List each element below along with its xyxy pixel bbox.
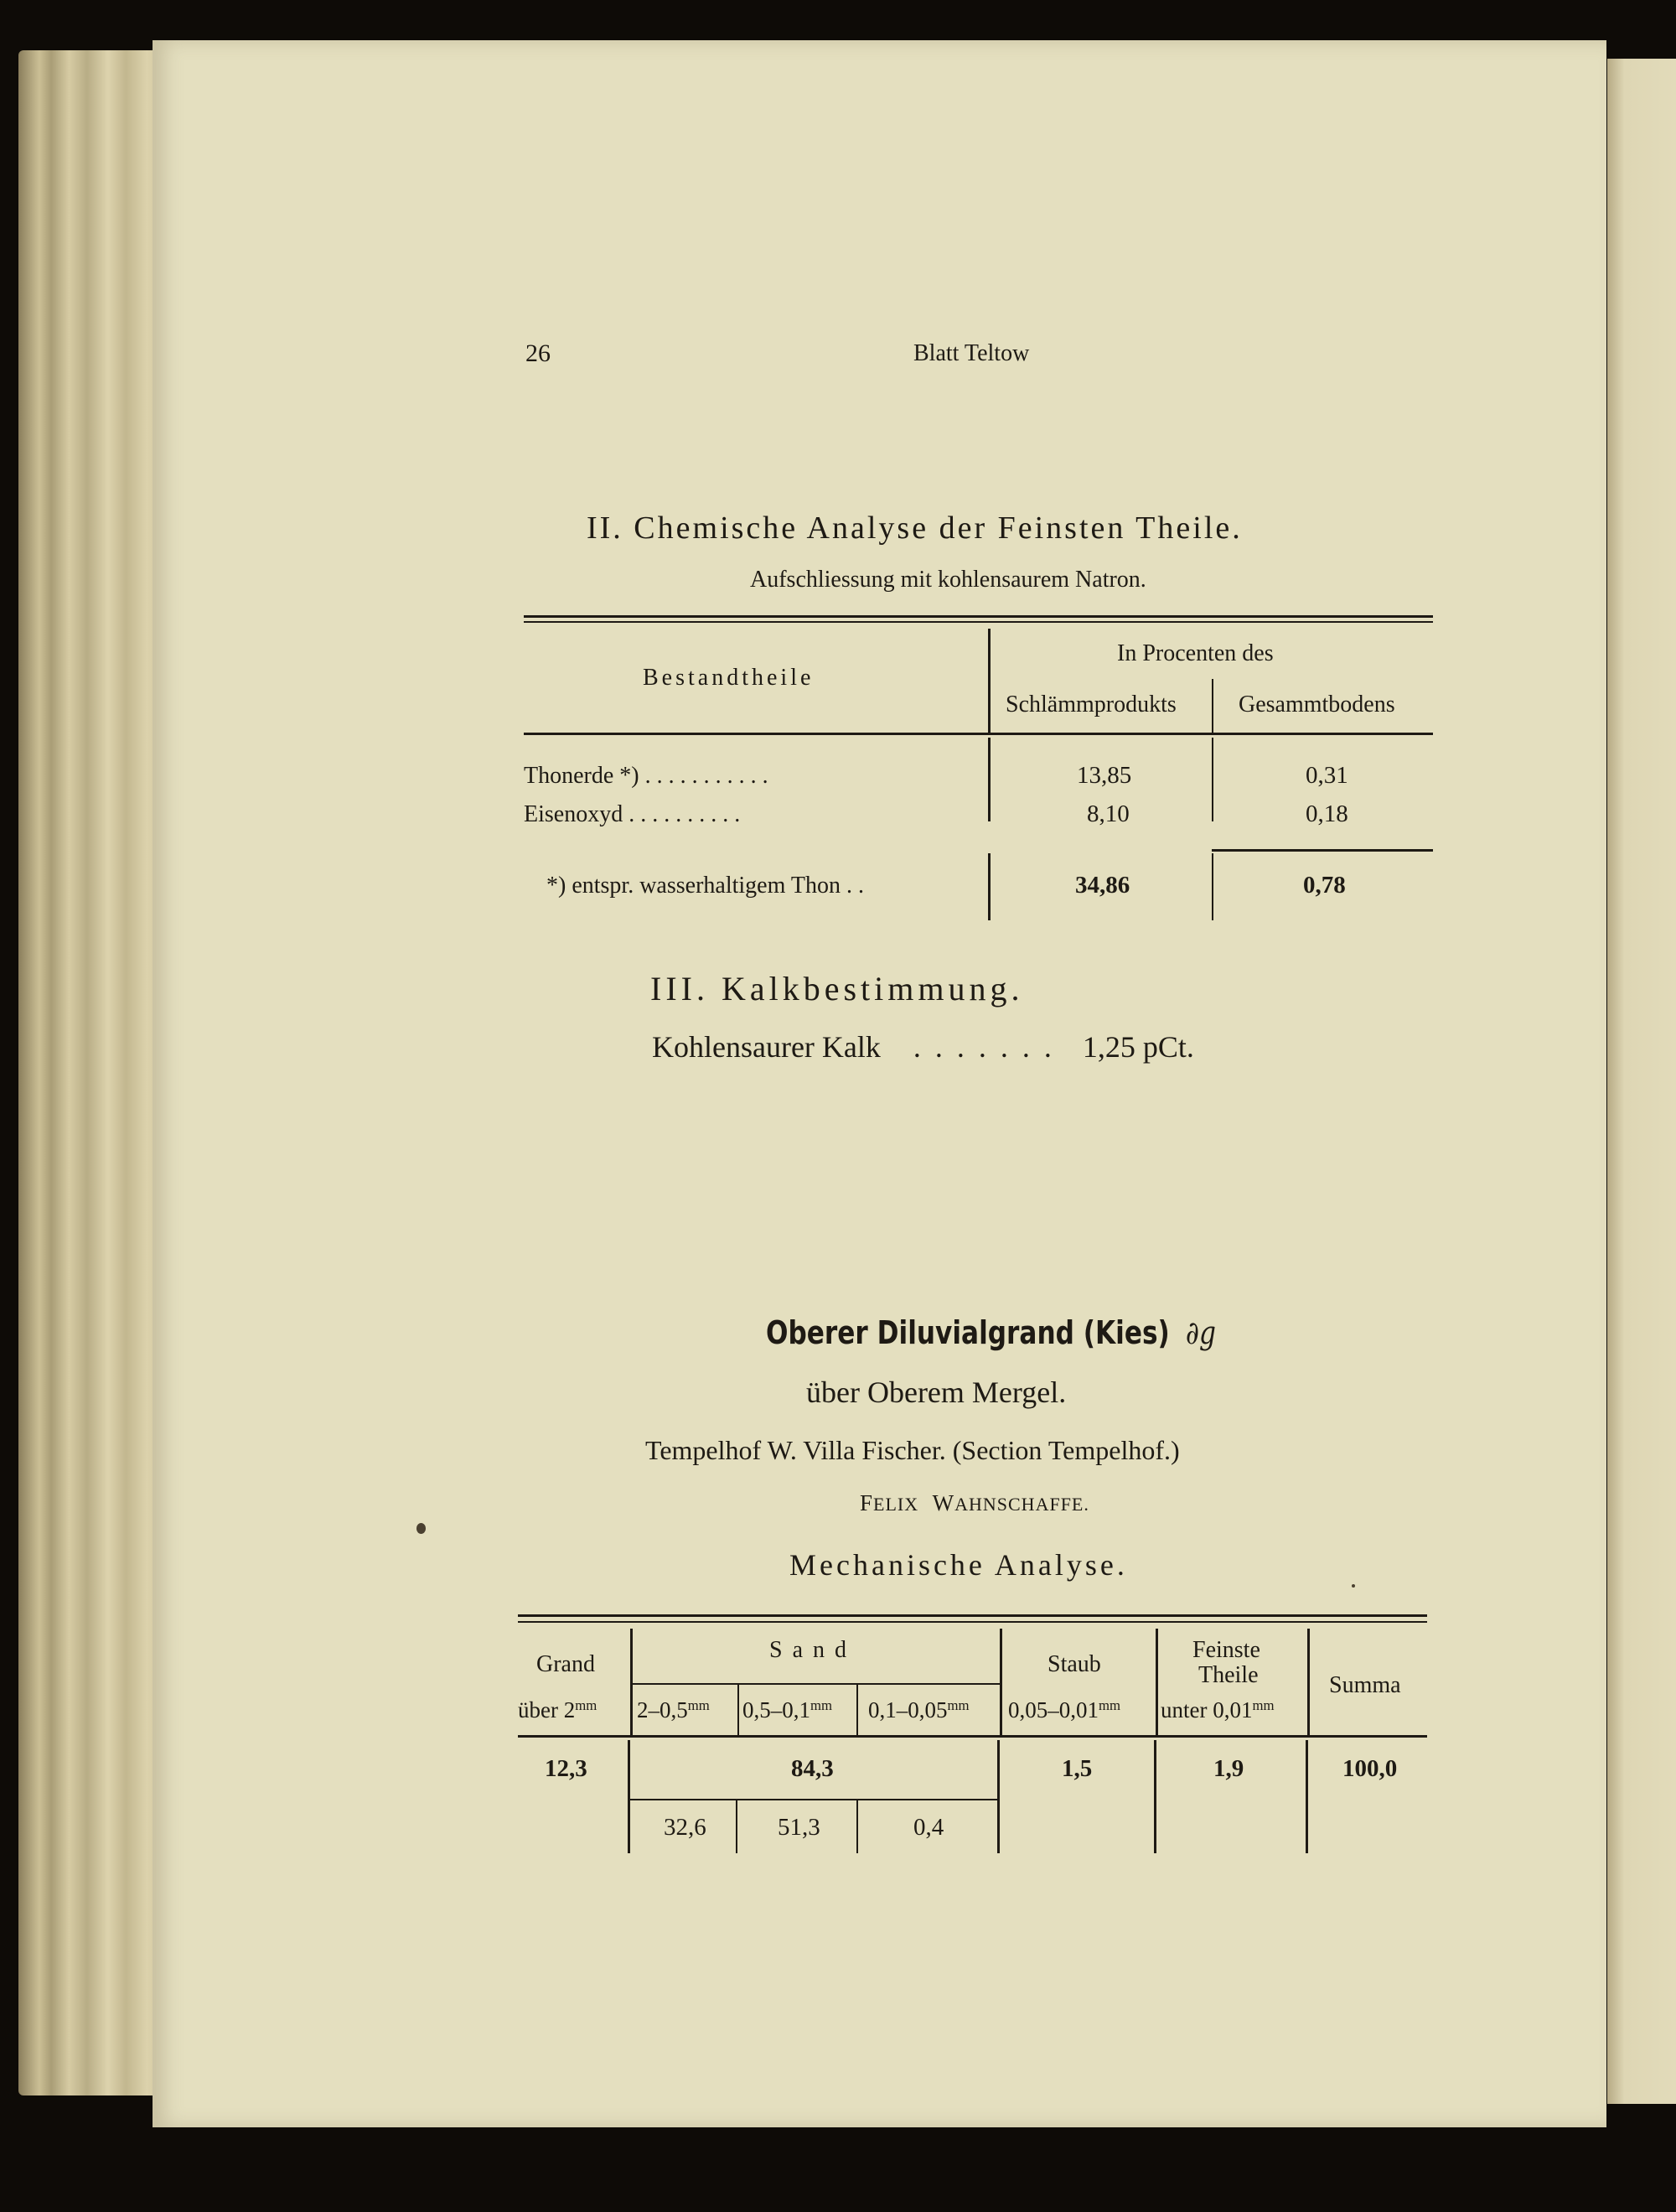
kalk-dots: . . . . . . .	[913, 1030, 1055, 1064]
col-header-gesammtbodens: Gesammtbodens	[1239, 692, 1395, 717]
table-cell: 13,85	[1077, 762, 1132, 789]
author-initial: F	[860, 1490, 874, 1515]
table-cell-sand-part: 0,4	[913, 1814, 944, 1841]
section-heading	[766, 1314, 1216, 1351]
mech-heading: Mechanische Analyse.	[789, 1548, 1128, 1582]
running-title: Blatt Teltow	[913, 340, 1030, 366]
table-cell-staub: 1,5	[1062, 1755, 1093, 1782]
col-header-grand: Grand	[536, 1651, 595, 1677]
col-header-theile: Theile	[1198, 1662, 1259, 1688]
section-author	[860, 1490, 1089, 1516]
footnote-row-label: *) entspr. wasserhaltigem Thon . .	[546, 873, 864, 899]
book-page	[153, 40, 1606, 2127]
section-heading-symbol: ∂g	[1185, 1314, 1216, 1351]
table-cell-sand-part: 32,6	[664, 1814, 706, 1841]
table-cell: 0,78	[1303, 872, 1346, 899]
col-header-sand: Sand	[769, 1637, 856, 1663]
table-cell: 0,18	[1306, 800, 1348, 827]
table-cell: 0,31	[1306, 762, 1348, 789]
table-cell-grand: 12,3	[545, 1755, 587, 1782]
table-cell-sand-part: 51,3	[778, 1814, 820, 1841]
col-header-staub: Staub	[1048, 1651, 1101, 1677]
next-page-edge	[1607, 59, 1676, 2104]
kalk-value: 1,25 pCt.	[1082, 1030, 1194, 1064]
author-first-rest: ELIX	[873, 1494, 919, 1515]
chem-analysis-heading: II. Chemische Analyse der Feinsten Theile.	[587, 510, 1243, 546]
col-header-feinste: Feinste	[1192, 1637, 1260, 1663]
col-sub-sand-1: $2-0,5^{mm}$	[637, 1697, 710, 1722]
ink-spot	[1352, 1584, 1355, 1588]
author-initial: W	[932, 1490, 955, 1515]
table-row-label: Eisenoxyd . . . . . . . . . .	[524, 801, 741, 827]
col-header-summa: Summa	[1329, 1672, 1401, 1698]
table-cell-sand: 84,3	[791, 1755, 834, 1782]
col-header-schlaemmprodukts: Schlämmprodukts	[1006, 692, 1177, 717]
col-sub-feinste: unter $0,01^{mm}$	[1161, 1697, 1275, 1722]
table-row-label: Thonerde *) . . . . . . . . . . .	[524, 763, 768, 789]
table-cell: 34,86	[1075, 872, 1130, 899]
page-number: 26	[525, 339, 551, 367]
table-cell-feinste: 1,9	[1213, 1755, 1244, 1782]
section-location: Tempelhof W. Villa Fischer. (Section Tempelhof.)	[645, 1435, 1180, 1465]
table-cell: 8,10	[1087, 800, 1130, 827]
col-sub-sand-2: $0,5-0,1^{mm}$	[742, 1697, 833, 1722]
table-cell-summa: 100,0	[1342, 1755, 1398, 1782]
col-sub-staub: $0,05-0,01^{mm}$	[1008, 1697, 1121, 1722]
col-header-bestandtheile: Bestandtheile	[643, 665, 815, 691]
page-stack-edge	[18, 50, 168, 2095]
kalk-label: Kohlensaurer Kalk	[652, 1030, 881, 1064]
col-header-group: In Procenten des	[1117, 640, 1274, 666]
chem-analysis-subheading: Aufschliessung mit kohlensaurem Natron.	[750, 567, 1146, 593]
kalk-heading: III. Kalkbestimmung.	[650, 970, 1024, 1008]
section-subtitle: über Oberem Mergel.	[806, 1375, 1067, 1409]
kalk-line	[652, 1029, 1194, 1065]
section-heading-text: Oberer Diluvialgrand (Kies)	[766, 1314, 1170, 1351]
col-sub-grand: über $2^{mm}$	[518, 1697, 597, 1722]
author-last-rest: AHNSCHAFFE.	[954, 1494, 1089, 1515]
col-sub-sand-3: $0,1-0,05^{mm}$	[868, 1697, 970, 1722]
ink-spot	[416, 1523, 426, 1534]
